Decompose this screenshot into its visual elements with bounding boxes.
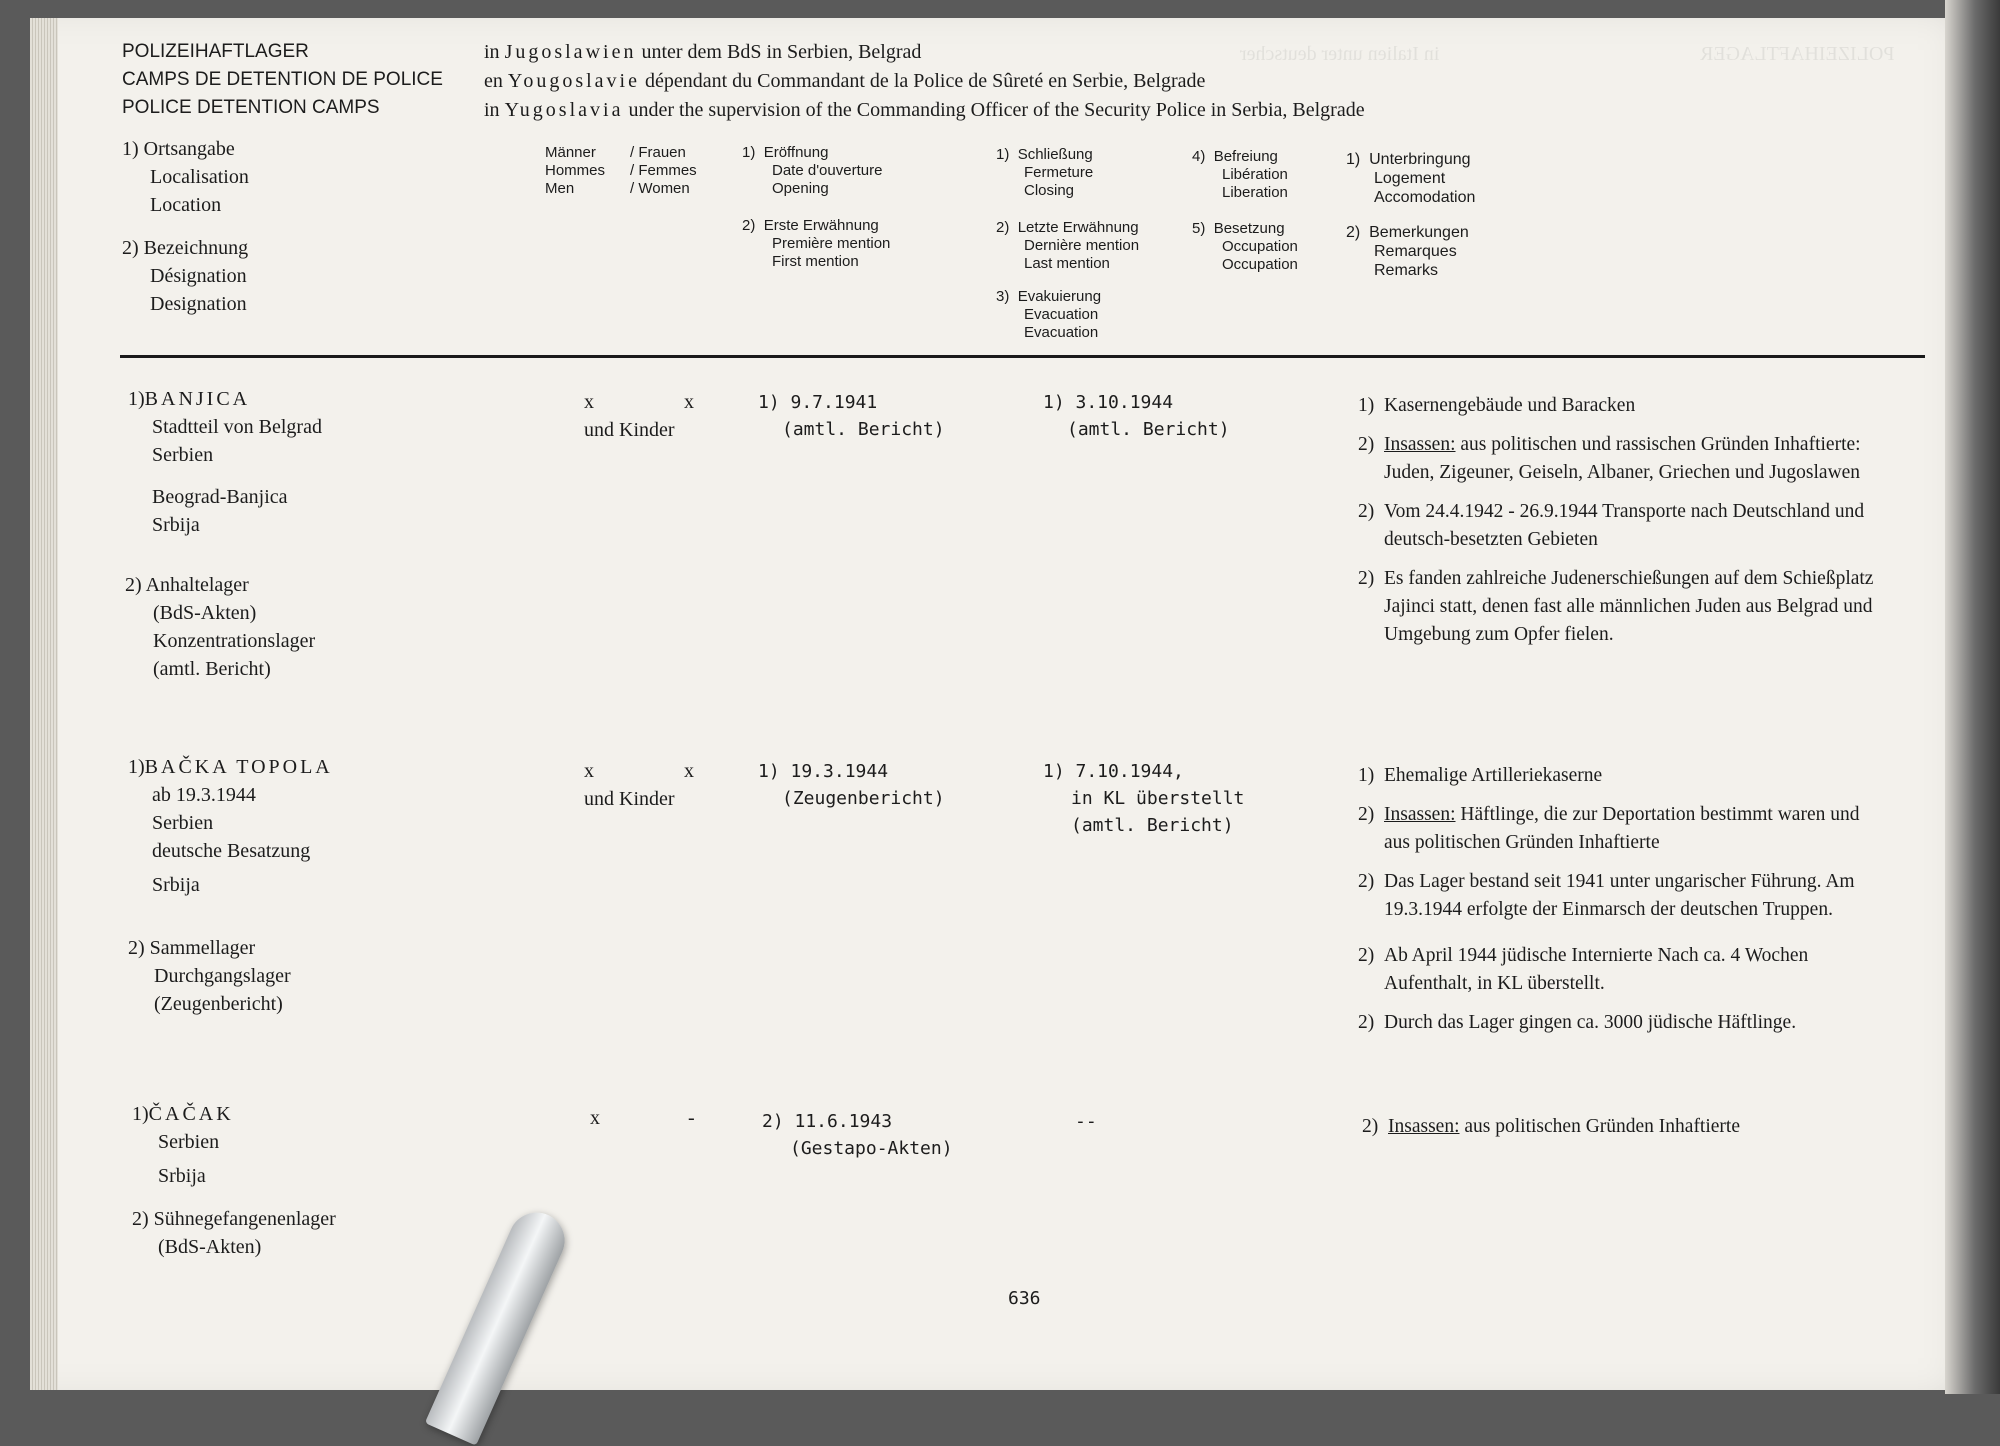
camp-backa-topola-remarks: 1) Ehemalige Artilleriekaserne 2) Insassen: Häftlinge, die zur Deportation bestimmt waren und aus politischen Gründen Inhaftierte 2) Das Lager bestand seit 1941 unter ungarischer Führung. Am 19.3.1944 erfolgte der Einmarsch der deutschen Truppen. 2) Ab April 1944 jüdische Internierte Nach ca. 4 Wochen Aufenthalt, in KL überstellt. 2) Durch das Lager gingen ca. 3000 jüdische Häftlinge. [1358, 765, 1860, 1033]
bleed-through: POLIZEIHAFTLAGER [1700, 43, 1895, 65]
camp-banjica-designation: 2) Anhaltelager (BdS-Akten) Konzentrationslager (amtl. Bericht) [125, 574, 316, 680]
legend-remarks: 2) Bemerkungen Remarques Remarks [1346, 224, 1469, 279]
legend-designation: 2) Bezeichnung Désignation Designation [122, 237, 249, 315]
header-title-block [122, 38, 443, 122]
camp-backa-topola-closing: 1) 7.10.1944, in KL überstellt (amtl. Bericht) [1043, 761, 1245, 836]
camp-cacak-men: x [590, 1107, 600, 1129]
country-fr: Yougoslavie [507, 70, 640, 92]
camp-name: BAČKA TOPOLA [144, 756, 333, 778]
camp-backa-topola-men: x [584, 760, 594, 782]
camp-banjica-remarks: 1) Kasernengebäude und Baracken 2) Insassen: aus politischen und rassischen Gründen Inhaftierte: Juden, Zigeuner, Geiseln, Albaner, Griechen und Jugoslawen 2) Vom 24.4.1942 - 26.9.1944 Transporte nach Deutschland und deutsch-besetzten Gebieten 2) Es fanden zahlreiche Judenerschießungen auf dem Schießplatz Jajinci statt, denen fast alle männlichen Juden aus Belgrad und Umgebung zum Opfer fielen. [1358, 395, 1874, 645]
camp-cacak-designation: 2) Sühnegefangenenlager (BdS-Akten) [132, 1208, 336, 1258]
header-series-fr: en Yougoslavie dépendant du Commandant de la Police de Sûreté en Serbie, Belgrade [484, 70, 1206, 92]
book-gutter [1945, 0, 2000, 1394]
header-rule [120, 355, 1925, 358]
camp-banjica-men: x [584, 391, 594, 413]
camp-backa-topola-women: x [684, 760, 694, 782]
camp-banjica-closing: 1) 3.10.1944 (amtl. Bericht) [1043, 392, 1230, 440]
legend-liberation: 4) Befreiung Libération Liberation [1192, 148, 1288, 201]
camp-backa-topola-location: 1)BAČKA TOPOLA ab 19.3.1944 Serbien deutsche Besatzung Srbija [128, 756, 333, 896]
legend-evacuation: 3) Evakuierung Evacuation Evacuation [996, 288, 1102, 341]
camp-cacak-remarks: 2) Insassen: aus politischen Gründen Inhaftierte [1362, 1116, 1740, 1137]
insassen-label: Insassen: [1384, 434, 1456, 455]
legend-closing: 1) Schließung Fermeture Closing [996, 146, 1094, 199]
page-number: 636 [1008, 1288, 1041, 1309]
camp-name: BANJICA [144, 388, 251, 410]
camp-cacak-closing: -- [1075, 1111, 1097, 1132]
legend-opening: 1) Eröffnung Date d'ouverture Opening [742, 144, 883, 197]
legend-sex-right: / Frauen / Femmes / Women [630, 144, 697, 197]
header-title-en: POLICE DETENTION CAMPS [122, 97, 380, 118]
header-series-en: in Yugoslavia under the supervision of the Commanding Officer of the Security Police in Serbia, Belgrade [484, 99, 1365, 121]
camp-name: ČAČAK [148, 1103, 234, 1125]
country-de: Jugoslawien [504, 41, 637, 63]
camp-backa-topola-designation: 2) Sammellager Durchgangslager (Zeugenbericht) [128, 937, 291, 1015]
legend-occupation: 5) Besetzung Occupation Occupation [1192, 220, 1298, 273]
camp-cacak-opening: 2) 11.6.1943 (Gestapo-Akten) [762, 1111, 953, 1159]
header-title-de: POLIZEIHAFTLAGER [122, 41, 309, 62]
legend-first-mention: 2) Erste Erwähnung Première mention First mention [742, 217, 891, 270]
header-series-block [484, 38, 1365, 125]
camp-banjica-location: 1)BANJICA Stadtteil von Belgrad Serbien Beograd-Banjica Srbija [128, 388, 322, 536]
camp-backa-topola-children: und Kinder [584, 788, 675, 810]
legend-sex-left: Männer Hommes Men [545, 144, 606, 197]
legend-location: 1) Ortsangabe Localisation Location [122, 138, 249, 216]
camp-backa-topola-opening: 1) 19.3.1944 (Zeugenbericht) [758, 761, 945, 809]
insassen-label: Insassen: [1388, 1116, 1460, 1137]
page-edges [30, 18, 58, 1390]
header-title-fr: CAMPS DE DETENTION DE POLICE [122, 69, 443, 90]
camp-banjica-children: und Kinder [584, 419, 675, 441]
legend-last-mention: 2) Letzte Erwähnung Dernière mention Last mention [996, 219, 1140, 272]
camp-cacak-women: - [688, 1107, 695, 1129]
header-series-de: in Jugoslawien unter dem BdS in Serbien, Belgrad [484, 41, 922, 63]
bleed-through: in Italien unter deutscher [1240, 43, 1440, 65]
camp-banjica-opening: 1) 9.7.1941 (amtl. Bericht) [758, 392, 945, 440]
country-en: Yugoslavia [504, 99, 624, 121]
legend-accommodation: 1) Unterbringung Logement Accomodation [1346, 151, 1476, 206]
insassen-label: Insassen: [1384, 804, 1456, 825]
camp-banjica-women: x [684, 391, 694, 413]
camp-cacak-location: 1)ČAČAK Serbien Srbija [132, 1103, 234, 1187]
